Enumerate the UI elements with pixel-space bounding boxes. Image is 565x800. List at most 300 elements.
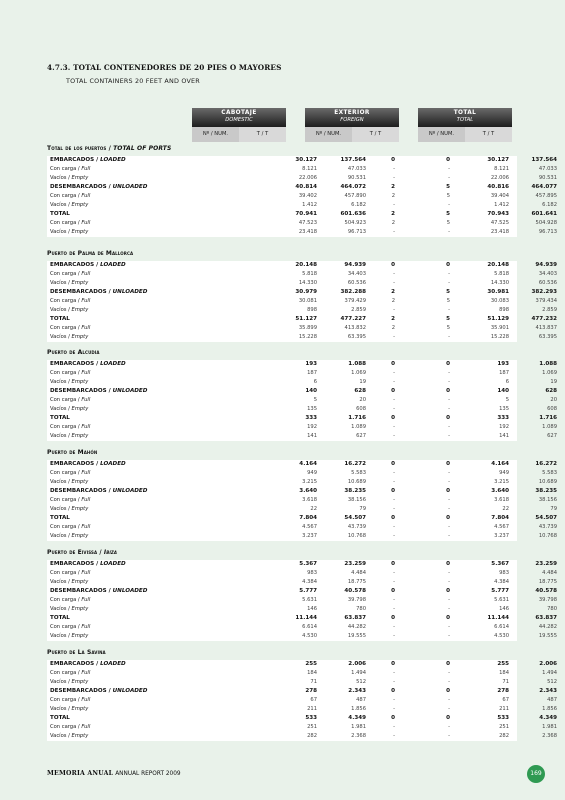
table-cell: 7.804 <box>299 515 317 521</box>
header-cabotaje <box>192 108 286 127</box>
table-cell: 71 <box>502 679 509 685</box>
table-cell: 54.507 <box>344 515 366 521</box>
row-label <box>50 696 90 705</box>
row-label-en: LOADED <box>100 661 126 667</box>
separator: / <box>66 379 72 385</box>
table-cell: 40.816 <box>487 184 509 190</box>
table-cell: 211 <box>499 706 509 712</box>
separator: / <box>76 624 82 630</box>
table-cell: 137.564 <box>340 157 366 163</box>
table-cell: - <box>448 166 450 172</box>
table-cell: 5.631 <box>302 597 317 603</box>
table-cell: - <box>393 633 395 639</box>
table-cell: - <box>448 506 450 512</box>
table-cell: 34.403 <box>538 271 557 277</box>
table-cell: 0 <box>391 715 395 721</box>
separator: / <box>76 724 82 730</box>
row-label-es: EMBARCADOS <box>50 361 95 367</box>
row-label <box>50 297 90 306</box>
row-label-en: UNLOADED <box>112 388 148 394</box>
table-cell: 90.531 <box>538 175 557 181</box>
table-cell: 20.148 <box>487 262 509 268</box>
table-cell: 0 <box>391 415 395 421</box>
row-label-es: DESEMBARCADOS <box>50 588 107 594</box>
table-cell: 96.713 <box>347 229 366 235</box>
row-label <box>50 705 88 714</box>
table-row <box>47 596 557 605</box>
row-label-es: Con carga <box>50 724 77 730</box>
table-cell: 23.418 <box>490 229 509 235</box>
table-cell: 5.777 <box>491 588 509 594</box>
row-label <box>50 632 88 641</box>
table-cell: - <box>448 670 450 676</box>
row-label-es: DESEMBARCADOS <box>50 388 107 394</box>
table-cell: 2.006 <box>348 661 366 667</box>
table-cell: 5.583 <box>351 470 366 476</box>
row-label <box>50 219 90 228</box>
subheader-num: Nº / NUM. <box>305 127 352 142</box>
table-cell: 983 <box>499 570 509 576</box>
table-cell: 413.832 <box>344 325 366 331</box>
table-cell: 608 <box>356 406 366 412</box>
table-cell: 22.006 <box>490 175 509 181</box>
table-cell: 2 <box>391 316 395 322</box>
separator: / <box>94 561 101 567</box>
table-cell: 0 <box>446 157 450 163</box>
table-cell: 464.072 <box>340 184 366 190</box>
row-label-es: DESEMBARCADOS <box>50 688 107 694</box>
table-cell: 47.033 <box>538 166 557 172</box>
row-label-es: Con carga <box>50 524 77 530</box>
header-exterior <box>305 108 399 127</box>
table-cell: 96.713 <box>538 229 557 235</box>
table-cell: 140 <box>497 388 509 394</box>
row-label-es: Vacíos <box>50 280 67 286</box>
section-name: Puerto de Palma de Mallorca <box>47 250 134 257</box>
table-cell: - <box>393 579 395 585</box>
row-label <box>50 514 70 523</box>
table-row <box>47 192 557 201</box>
table-cell: 983 <box>307 570 317 576</box>
table-cell: 5.818 <box>494 271 509 277</box>
table-cell: 4.484 <box>351 570 366 576</box>
table-row <box>47 614 557 623</box>
row-label-es: EMBARCADOS <box>50 561 95 567</box>
table-cell: - <box>448 533 450 539</box>
table-row <box>47 165 557 174</box>
table-row <box>47 487 557 496</box>
table-cell: 1.089 <box>542 424 557 430</box>
table-cell: - <box>448 202 450 208</box>
table-cell: 0 <box>446 415 450 421</box>
separator: / <box>66 633 72 639</box>
table-row <box>47 324 557 333</box>
row-label <box>50 723 90 732</box>
table-cell: - <box>393 697 395 703</box>
row-label-en: Full <box>81 370 91 376</box>
table-cell: - <box>448 433 450 439</box>
separator: / <box>66 606 72 612</box>
table-cell: 379.434 <box>535 298 557 304</box>
table-row <box>47 460 557 469</box>
table-cell: - <box>448 271 450 277</box>
table-cell: 11.144 <box>295 615 317 621</box>
row-label-en: UNLOADED <box>112 184 148 190</box>
table-cell: 43.739 <box>347 524 366 530</box>
table-cell: 5 <box>446 220 450 226</box>
table-cell: - <box>393 597 395 603</box>
table-cell: 0 <box>446 488 450 494</box>
table-cell: 949 <box>499 470 509 476</box>
table-cell: 0 <box>391 157 395 163</box>
row-label-es: Vacíos <box>50 733 67 739</box>
table-cell: 0 <box>446 388 450 394</box>
row-label-es: EMBARCADOS <box>50 661 95 667</box>
table-cell: - <box>393 379 395 385</box>
section-block <box>47 261 557 342</box>
section-name: Puerto de La Savina <box>47 649 106 656</box>
row-label <box>50 183 147 192</box>
table-cell: 4.384 <box>302 579 317 585</box>
table-cell: 0 <box>446 688 450 694</box>
row-label <box>50 288 147 297</box>
table-cell: 4.164 <box>491 461 509 467</box>
separator: / <box>94 361 101 367</box>
table-cell: 35.899 <box>298 325 317 331</box>
table-cell: 780 <box>547 606 557 612</box>
table-row <box>47 228 557 237</box>
table-row <box>47 378 557 387</box>
table-cell: - <box>393 271 395 277</box>
table-cell: 0 <box>446 262 450 268</box>
row-label-en: Empty <box>71 679 89 685</box>
section-name-en: Ibiza <box>103 549 118 556</box>
row-label-es: Vacíos <box>50 202 67 208</box>
table-cell: 5.367 <box>299 561 317 567</box>
table-cell: 1.069 <box>542 370 557 376</box>
table-cell: 413.837 <box>535 325 557 331</box>
table-cell: 382.293 <box>531 289 557 295</box>
row-label-es: Con carga <box>50 298 77 304</box>
separator: / <box>76 298 82 304</box>
row-label <box>50 523 90 532</box>
table-cell: - <box>393 670 395 676</box>
table-cell: - <box>448 370 450 376</box>
table-cell: 5 <box>446 316 450 322</box>
section-name: Puerto de Eivissa <box>47 549 98 556</box>
table-cell: 3.618 <box>494 497 509 503</box>
row-label-es: Vacíos <box>50 334 67 340</box>
table-row <box>47 469 557 478</box>
row-label <box>50 270 90 279</box>
table-cell: 0 <box>391 615 395 621</box>
section-name-en: TOTAL OF PORTS <box>113 145 172 152</box>
table-cell: 5.631 <box>494 597 509 603</box>
table-cell: 38.235 <box>344 488 366 494</box>
table-cell: - <box>448 633 450 639</box>
table-cell: 477.227 <box>340 316 366 322</box>
table-cell: 278 <box>305 688 317 694</box>
table-row <box>47 732 557 741</box>
separator: / <box>106 588 113 594</box>
table-cell: 608 <box>547 406 557 412</box>
table-row <box>47 496 557 505</box>
table-cell: 94.939 <box>344 262 366 268</box>
table-row <box>47 723 557 732</box>
row-label <box>50 201 88 210</box>
row-label-es: Con carga <box>50 193 77 199</box>
table-cell: - <box>393 706 395 712</box>
table-cell: 477.232 <box>531 316 557 322</box>
table-cell: 23.259 <box>344 561 366 567</box>
table-row <box>47 396 557 405</box>
row-label-en: Empty <box>71 379 89 385</box>
table-row <box>47 696 557 705</box>
table-cell: 79 <box>359 506 366 512</box>
row-label-es: Vacíos <box>50 229 67 235</box>
separator: / <box>94 262 101 268</box>
row-label-es: Vacíos <box>50 706 67 712</box>
table-cell: - <box>393 202 395 208</box>
row-label-en: UNLOADED <box>112 588 148 594</box>
row-label-es: Con carga <box>50 325 77 331</box>
table-cell: 627 <box>356 433 366 439</box>
row-label-en: Empty <box>71 479 89 485</box>
section-block <box>47 460 557 541</box>
separator: / <box>94 157 101 163</box>
table-row <box>47 360 557 369</box>
table-cell: 23.418 <box>298 229 317 235</box>
row-label-en: Empty <box>71 506 89 512</box>
table-cell: 0 <box>446 588 450 594</box>
separator: / <box>76 524 82 530</box>
table-cell: 5 <box>313 397 317 403</box>
table-cell: 255 <box>305 661 317 667</box>
row-label <box>50 532 88 541</box>
table-cell: 2 <box>391 289 395 295</box>
table-cell: 40.578 <box>344 588 366 594</box>
table-cell: 2.368 <box>542 733 557 739</box>
separator: / <box>76 166 82 172</box>
table-cell: 0 <box>391 361 395 367</box>
footer <box>47 770 181 777</box>
table-cell: 278 <box>497 688 509 694</box>
table-cell: - <box>448 579 450 585</box>
row-label <box>50 460 126 469</box>
table-cell: 2 <box>391 298 395 304</box>
table-row <box>47 156 557 165</box>
table-cell: 15.228 <box>490 334 509 340</box>
row-label-es: Vacíos <box>50 533 67 539</box>
table-cell: 5 <box>446 298 450 304</box>
table-cell: 2.006 <box>539 661 557 667</box>
row-label-es: Vacíos <box>50 679 67 685</box>
row-label-en: Empty <box>71 706 89 712</box>
table-cell: - <box>393 570 395 576</box>
row-label-es: EMBARCADOS <box>50 461 95 467</box>
separator: / <box>97 549 104 556</box>
row-label <box>50 678 88 687</box>
table-cell: 140 <box>305 388 317 394</box>
table-cell: - <box>448 470 450 476</box>
table-row <box>47 423 557 432</box>
table-cell: - <box>448 280 450 286</box>
row-label <box>50 423 90 432</box>
row-label-en: Full <box>81 724 91 730</box>
separator: / <box>66 479 72 485</box>
row-label <box>50 569 90 578</box>
section-block <box>47 660 557 741</box>
table-cell: 6 <box>505 379 509 385</box>
table-cell: - <box>448 497 450 503</box>
table-cell: - <box>393 397 395 403</box>
row-label-es: Con carga <box>50 497 77 503</box>
row-label-es: DESEMBARCADOS <box>50 488 107 494</box>
row-label-en: Empty <box>71 202 89 208</box>
section-heading <box>47 449 97 456</box>
table-cell: 67 <box>310 697 317 703</box>
table-cell: 5.583 <box>542 470 557 476</box>
row-label-en: LOADED <box>100 561 126 567</box>
table-cell: 22.006 <box>298 175 317 181</box>
table-cell: 54.507 <box>535 515 557 521</box>
row-label-en: Full <box>81 397 91 403</box>
row-label-en: Full <box>81 271 91 277</box>
table-cell: 20 <box>550 397 557 403</box>
row-label <box>50 623 90 632</box>
table-cell: 2 <box>391 211 395 217</box>
table-cell: 23.259 <box>535 561 557 567</box>
section-heading <box>47 349 100 356</box>
table-cell: 512 <box>356 679 366 685</box>
table-cell: 63.837 <box>535 615 557 621</box>
row-label <box>50 279 88 288</box>
separator: / <box>66 307 72 313</box>
table-cell: 2.859 <box>351 307 366 313</box>
table-row <box>47 297 557 306</box>
table-subtitle: TOTAL CONTAINERS 20 FEET AND OVER <box>66 77 200 85</box>
table-cell: 14.330 <box>490 280 509 286</box>
table-cell: 71 <box>310 679 317 685</box>
table-cell: 22 <box>502 506 509 512</box>
separator: / <box>106 145 114 152</box>
table-cell: 40.814 <box>295 184 317 190</box>
row-label-es: TOTAL <box>50 515 70 521</box>
table-cell: 16.272 <box>535 461 557 467</box>
separator: / <box>76 193 82 199</box>
table-cell: 1.856 <box>542 706 557 712</box>
footer-title: MEMORIA ANUAL <box>47 770 114 777</box>
table-cell: 464.077 <box>531 184 557 190</box>
row-label-es: Con carga <box>50 220 77 226</box>
table-cell: 30.083 <box>490 298 509 304</box>
section-block <box>47 360 557 441</box>
separator: / <box>76 424 82 430</box>
subheader-t: T / T <box>239 127 286 142</box>
separator: / <box>94 661 101 667</box>
row-label <box>50 210 70 219</box>
row-label-en: Full <box>81 597 91 603</box>
table-cell: 47.525 <box>490 220 509 226</box>
table-cell: 39.402 <box>298 193 317 199</box>
table-cell: 39.404 <box>490 193 509 199</box>
table-cell: 5 <box>446 211 450 217</box>
table-row <box>47 210 557 219</box>
table-row <box>47 714 557 723</box>
row-label-en: Empty <box>71 307 89 313</box>
table-cell: 3.215 <box>302 479 317 485</box>
table-cell: 1.494 <box>351 670 366 676</box>
table-cell: 44.282 <box>347 624 366 630</box>
table-row <box>47 432 557 441</box>
section-heading <box>47 145 171 152</box>
table-cell: - <box>448 606 450 612</box>
table-cell: 4.530 <box>494 633 509 639</box>
table-cell: 47.033 <box>347 166 366 172</box>
row-label-en: LOADED <box>100 157 126 163</box>
table-cell: 8.121 <box>494 166 509 172</box>
table-cell: 67 <box>502 697 509 703</box>
table-cell: 3.640 <box>299 488 317 494</box>
table-row <box>47 660 557 669</box>
table-cell: 0 <box>446 715 450 721</box>
row-label-es: Vacíos <box>50 506 67 512</box>
row-label-es: Con carga <box>50 397 77 403</box>
table-cell: 0 <box>391 661 395 667</box>
row-label-es: DESEMBARCADOS <box>50 289 107 295</box>
header-group-label: EXTERIOR <box>334 110 370 116</box>
table-row <box>47 560 557 569</box>
table-cell: - <box>393 533 395 539</box>
table-cell: 51.129 <box>487 316 509 322</box>
table-row <box>47 587 557 596</box>
table-cell: 251 <box>499 724 509 730</box>
row-label <box>50 387 147 396</box>
header-group-label: TOTAL <box>453 110 477 116</box>
table-cell: - <box>393 307 395 313</box>
table-cell: 512 <box>547 679 557 685</box>
table-cell: 94.939 <box>535 262 557 268</box>
row-label <box>50 578 88 587</box>
row-label <box>50 396 90 405</box>
row-label-es: Con carga <box>50 670 77 676</box>
table-cell: 251 <box>307 724 317 730</box>
table-row <box>47 183 557 192</box>
table-cell: 38.156 <box>538 497 557 503</box>
row-label <box>50 560 126 569</box>
row-label <box>50 669 90 678</box>
row-label-en: LOADED <box>100 262 126 268</box>
row-label-en: Empty <box>71 229 89 235</box>
table-cell: 2.343 <box>539 688 557 694</box>
row-label <box>50 405 88 414</box>
table-cell: 5.818 <box>302 271 317 277</box>
row-label-en: UNLOADED <box>112 488 148 494</box>
table-cell: 70.941 <box>295 211 317 217</box>
row-label-es: Con carga <box>50 697 77 703</box>
table-cell: 1.412 <box>494 202 509 208</box>
row-label-en: Empty <box>71 406 89 412</box>
separator: / <box>66 706 72 712</box>
table-cell: - <box>393 424 395 430</box>
separator: / <box>66 175 72 181</box>
subheader-num: Nº / NUM. <box>192 127 239 142</box>
table-cell: - <box>448 334 450 340</box>
table-row <box>47 201 557 210</box>
table-cell: 780 <box>356 606 366 612</box>
table-row <box>47 369 557 378</box>
row-label-es: Con carga <box>50 166 77 172</box>
